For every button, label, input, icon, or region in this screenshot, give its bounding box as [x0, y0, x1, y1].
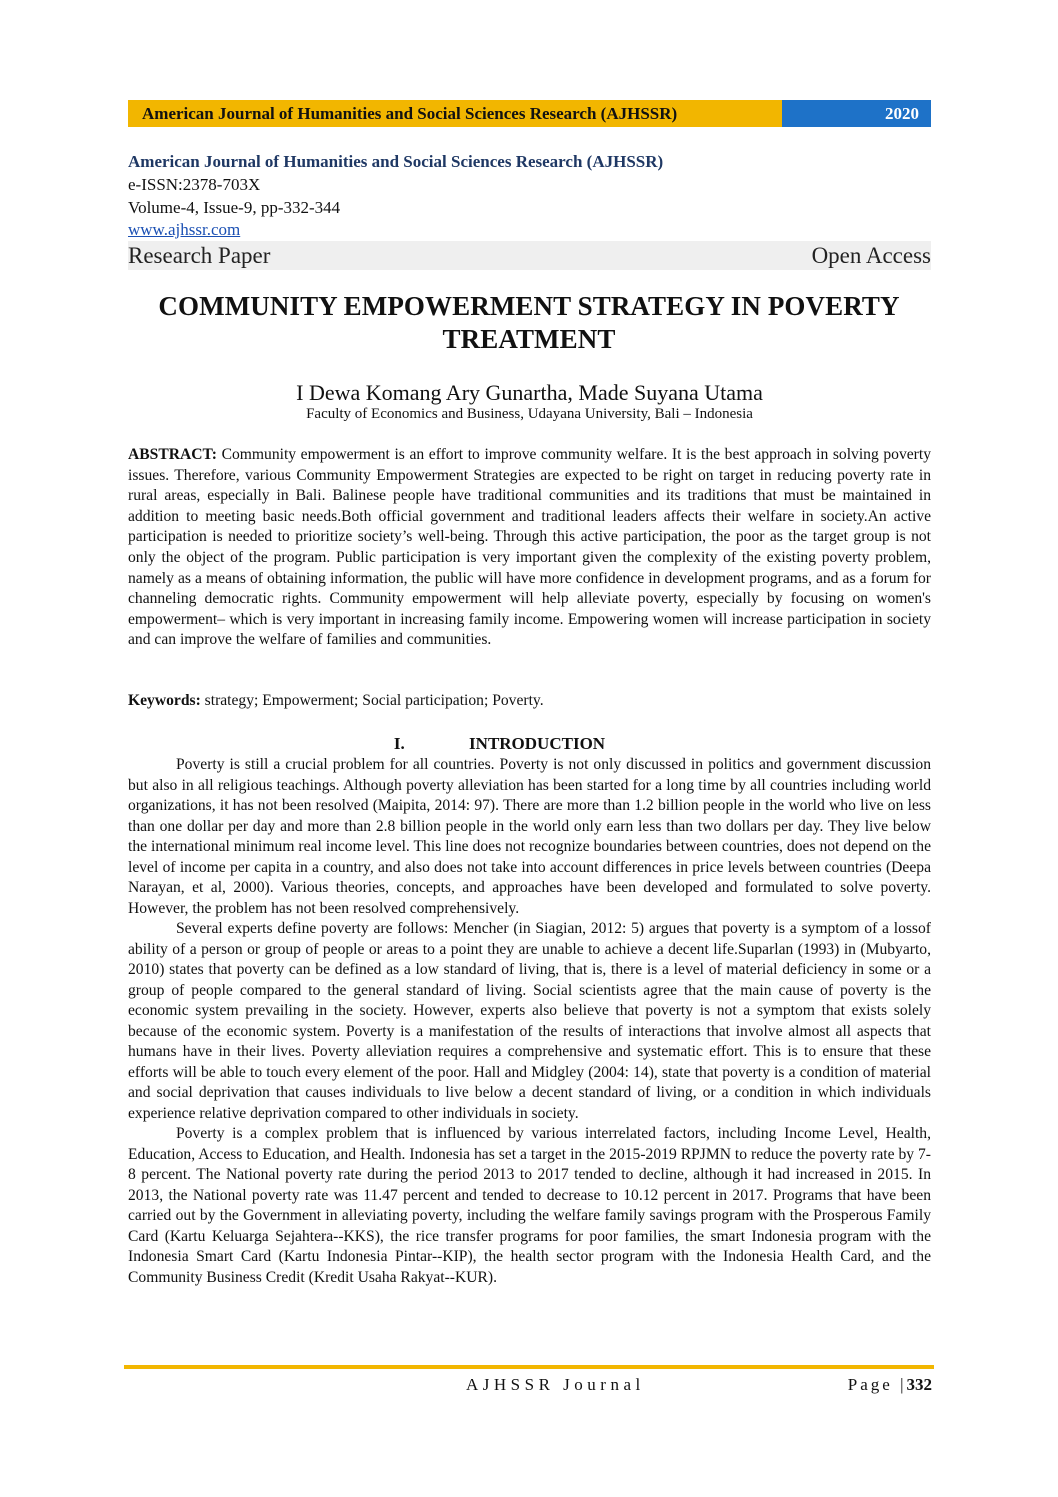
- abstract-text: Community empowerment is an effort to improve community welfare. It is the best approach in solving poverty issues. Therefore, various Community Empowerment Strategies are expected to be right on target in reducing poverty rate in rural areas, especially in Bali. Balinese people have traditional communities and its traditions that must be maintained in addition to meeting basic needs.Both official government and traditional leaders affects their welfare in society.An active participation is needed to prioritize society’s well-being. Through this active participation, the poor as the target group is not only the object of the program. Public participation is very important given the complexity of the existing poverty problem, namely as a means of obtaining information, the public will have more confidence in development programs, and as a forum for channeling democratic rights. Community empowerment will help alleviate poverty, especially by focusing on women's empowerment– which is very important in increasing family income. Empowering women will increase participation in society and can improve the welfare of families and communities.: [128, 446, 931, 649]
- paragraph: Poverty is still a crucial problem for all countries. Poverty is not only discussed in politics and government discussion but also in all religious teachings. Although poverty alleviation has been started for a long time by all countries including world organizations, it has not been resolved (Maipita, 2014: 97). There are more than 1.2 billion people in the world who live on less than one dollar per day and more than 2.8 billion people in the world only earn less than two dollars per day. They live below the international minimum real income level. This line does not recognize boundaries between countries, does not depend on the level of income per capita in a country, and also does not take into account differences in price levels between countries (Deepa Narayan, et al, 2000). Various theories, concepts, and approaches have been developed and formulated to solve poverty. However, the problem has not been resolved comprehensively.: [128, 756, 931, 917]
- running-header: [128, 100, 931, 127]
- section-heading: [128, 734, 931, 754]
- affiliation: Faculty of Economics and Business, Udayana University, Bali – Indonesia: [306, 406, 753, 422]
- keywords-label: Keywords:: [128, 692, 201, 709]
- running-header-year: 2020: [885, 103, 919, 123]
- keywords: [128, 691, 931, 712]
- abstract: [128, 445, 931, 651]
- running-header-year-block: [782, 100, 931, 127]
- section-number: I.: [393, 734, 405, 753]
- footer-journal: AJHSSR Journal: [466, 1375, 645, 1394]
- website-link[interactable]: www.ajhssr.com: [128, 220, 241, 239]
- volume-issue: Volume-4, Issue-9, pp-332-344: [128, 198, 341, 217]
- section-title: INTRODUCTION: [469, 734, 606, 753]
- abstract-label: ABSTRACT:: [128, 446, 217, 463]
- issn: e-ISSN:2378-703X: [128, 175, 261, 194]
- footer-page-number: 332: [906, 1375, 932, 1394]
- journal-meta: [128, 150, 931, 241]
- paper-title-line-1: COMMUNITY EMPOWERMENT STRATEGY IN POVERTY: [158, 291, 900, 321]
- paper-type-bar: [128, 241, 931, 270]
- paragraph: Several experts define poverty are follows: Mencher (in Siagian, 2012: 5) argues that poverty is a symptom of a lossof ability of a person or group of people or areas to a point they are unable to achieve a decent life.Suparlan (1993) in (Mubyarto, 2010) states that poverty can be defined as a low standard of living, that is, there is a level of material deficiency in some or a group of people compared to the general standard of living. Social scientists agree that the main cause of poverty is the economic system prevailing in the society. However, experts also believe that poverty is not a symptom that exists solely because of the economic system. Poverty is a manifestation of the results of interactions that involve almost all aspects that humans have in their lives. Poverty alleviation requires a comprehensive and systematic effort. This is to ensure that these efforts will be able to touch every element of the poor. Hall and Midgley (2004: 14), state that poverty is a condition of material and social deprivation that causes individuals to live below a decent standard of living, or a condition in which individuals experience relative deprivation compared to other individuals in society.: [128, 920, 931, 1122]
- body-text: [128, 755, 931, 1288]
- paragraph: Poverty is a complex problem that is influenced by various interrelated factors, including Income Level, Health, Education, Access to Education, and Health. Indonesia has set a target in the 2015-2019 RPJMN to reduce the poverty rate by 7-8 percent. The National poverty rate during the period 2013 to 2017 tended to decline, although it had increased in 2015. In 2013, the National poverty rate was 11.47 percent and tended to decrease to 10.12 percent in 2017. Programs that have been carried out by the Government in alleviating poverty, including the welfare family savings program with the Prosperous Family Card (Kartu Keluarga Sejahtera--KKS), the rice transfer programs for poor families, the smart Indonesia program with the Indonesia Smart Card (Kartu Indonesia Pintar--KIP), the health sector program with the Indonesia Health Card, and the Community Business Credit (Kredit Usaha Rakyat--KUR).: [128, 1125, 931, 1286]
- footer-page-label: Page |: [847, 1375, 907, 1394]
- footer-rule: [124, 1365, 934, 1369]
- paper-title-line-2: TREATMENT: [442, 324, 616, 354]
- paper-title: [120, 290, 938, 356]
- authors: I Dewa Komang Ary Gunartha, Made Suyana Utama: [296, 380, 763, 405]
- running-header-journal-block: [128, 100, 782, 127]
- journal-name: American Journal of Humanities and Social Sciences Research (AJHSSR): [128, 152, 664, 171]
- open-access-label: Open Access: [811, 242, 931, 268]
- paper-type: Research Paper: [128, 242, 271, 268]
- footer-page: [848, 1375, 932, 1395]
- keywords-text: strategy; Empowerment; Social participation; Poverty.: [200, 692, 544, 709]
- running-header-journal: American Journal of Humanities and Social Sciences Research (AJHSSR): [142, 103, 678, 123]
